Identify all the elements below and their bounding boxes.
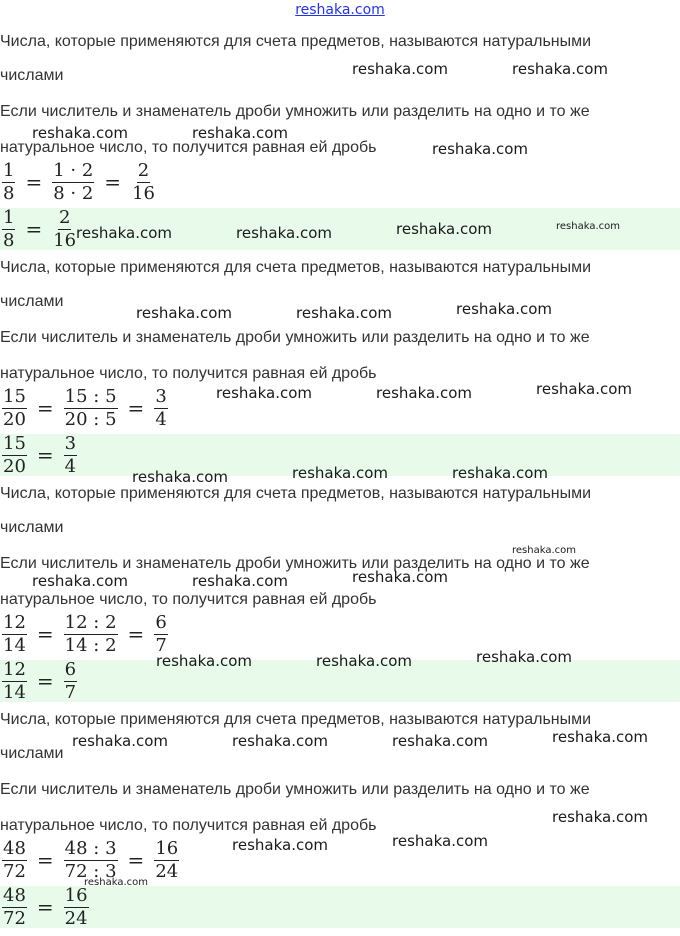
denominator: 7 [64,681,77,702]
watermark: reshaka.com [292,464,388,482]
equals-sign: = [36,895,54,919]
denominator: 7 [155,634,167,656]
definition-text-end: числами [0,67,64,84]
definition-text: Числа, которые применяются для счета предметов, называются натуральными [0,33,592,50]
answer-band [0,886,680,928]
denominator: 4 [64,455,77,476]
denominator: 24 [64,907,88,928]
equation-work [0,835,181,885]
equals-sign: = [104,170,122,194]
numerator: 16 [155,837,179,859]
equation-work [0,383,170,433]
solution-block [0,484,680,710]
watermark: reshaka.com [216,384,312,402]
watermark: reshaka.com [156,652,252,670]
numerator: 15 : 5 [64,385,117,407]
answer-band [0,660,680,702]
numerator: 1 [3,159,15,181]
fraction [52,208,77,250]
fraction [64,660,77,702]
watermark: reshaka.com [232,732,328,750]
watermark: reshaka.com [32,572,128,590]
fraction [131,160,156,205]
rule-text: Если числитель и знаменатель дроби умножить или разделить на одно и то же [0,103,590,120]
solution-block [0,32,680,258]
denominator: 14 [3,634,26,656]
watermark: reshaka.com [456,300,552,318]
fraction [2,160,15,205]
equation-answer [0,434,79,476]
watermark: reshaka.com [352,568,448,586]
equation-work [0,157,158,207]
fraction [2,838,27,883]
watermark: reshaka.com [552,728,648,746]
denominator: 14 [3,681,26,702]
denominator: 16 [132,182,155,204]
definition-text: Числа, которые применяются для счета предметов, называются натуральными [0,485,592,502]
watermark: reshaka.com [316,652,412,670]
solution-block [0,710,680,936]
numerator: 15 [3,434,26,454]
fraction [2,434,27,476]
equals-sign: = [127,848,145,872]
rule-text: Если числитель и знаменатель дроби умножить или разделить на одно и то же [0,329,590,346]
watermark: reshaka.com [536,380,632,398]
answer-band [0,208,680,250]
equals-sign: = [127,396,145,420]
rule-text-end: натуральное число, то получится равная ей дробь [0,817,377,834]
solution-block [0,258,680,484]
fraction [2,660,27,702]
numerator: 2 [137,159,150,181]
numerator: 6 [155,611,167,633]
watermark: reshaka.com [192,572,288,590]
watermark: reshaka.com [32,124,128,142]
rule-text-end: натуральное число, то получится равная ей дробь [0,591,377,608]
watermark: reshaka.com [392,732,488,750]
denominator: 16 [53,229,77,250]
fraction [2,208,15,250]
answer-band [0,434,680,476]
watermark: reshaka.com [452,464,548,482]
denominator: 8 [3,182,15,204]
equals-sign: = [36,848,54,872]
equals-sign: = [36,396,54,420]
numerator: 2 [58,208,71,228]
fraction [52,160,94,205]
site-link[interactable]: reshaka.com [295,2,385,18]
watermark: reshaka.com [76,224,172,242]
numerator: 48 [3,837,26,859]
definition-text-end: числами [0,519,64,536]
watermark: reshaka.com [132,468,228,486]
fraction [154,838,179,883]
numerator: 3 [64,434,77,454]
definition-text-end: числами [0,293,64,310]
watermark: reshaka.com [236,224,332,242]
denominator: 4 [155,408,167,430]
watermark: reshaka.com [476,648,572,666]
numerator: 1 [3,208,15,228]
equals-sign: = [25,170,43,194]
watermark: reshaka.com [396,220,492,238]
denominator: 72 [3,907,26,928]
equation-answer [0,886,91,928]
watermark: reshaka.com [136,304,232,322]
definition-text: Числа, которые применяются для счета предметов, называются натуральными [0,259,592,276]
fraction [64,838,118,883]
watermark: reshaka.com [72,732,168,750]
numerator: 12 : 2 [64,611,117,633]
fraction [2,386,27,431]
equals-sign: = [25,217,43,241]
fraction [154,612,167,657]
watermark: reshaka.com [232,836,328,854]
rule-text: Если числитель и знаменатель дроби умножить или разделить на одно и то же [0,781,590,798]
definition-text: Числа, которые применяются для счета предметов, называются натуральными [0,711,592,728]
fraction [64,612,118,657]
denominator: 20 : 5 [64,408,117,430]
equals-sign: = [36,622,54,646]
fraction [64,434,77,476]
numerator: 12 [3,660,26,680]
watermark: reshaka.com [192,124,288,142]
watermark: reshaka.com [432,140,528,158]
numerator: 48 [3,886,26,906]
watermark: reshaka.com [376,384,472,402]
denominator: 72 : 3 [64,860,117,882]
denominator: 8 · 2 [53,182,94,204]
numerator: 12 [3,611,26,633]
watermark: reshaka.com [556,221,620,232]
equals-sign: = [127,622,145,646]
numerator: 3 [155,385,167,407]
equals-sign: = [36,443,54,467]
fraction [64,386,118,431]
watermark: reshaka.com [512,545,576,556]
denominator: 20 [3,455,26,476]
watermark: reshaka.com [84,877,148,888]
fraction [2,612,27,657]
numerator: 15 [3,385,26,407]
numerator: 6 [64,660,77,680]
rule-text-end: натуральное число, то получится равная ей дробь [0,139,377,156]
numerator: 48 : 3 [64,837,117,859]
rule-text: Если числитель и знаменатель дроби умножить или разделить на одно и то же [0,555,590,572]
equation-answer [0,208,79,250]
equals-sign: = [36,669,54,693]
denominator: 24 [155,860,179,882]
watermark: reshaka.com [352,60,448,78]
numerator: 1 · 2 [53,159,94,181]
denominator: 72 [3,860,26,882]
fraction [154,386,167,431]
equation-answer [0,660,79,702]
denominator: 14 : 2 [64,634,117,656]
fraction [64,886,89,928]
numerator: 16 [64,886,88,906]
watermark: reshaka.com [392,832,488,850]
denominator: 20 [3,408,26,430]
rule-text-end: натуральное число, то получится равная ей дробь [0,365,377,382]
watermark: reshaka.com [552,808,648,826]
denominator: 8 [3,229,15,250]
watermark: reshaka.com [296,304,392,322]
equation-work [0,609,170,659]
definition-text-end: числами [0,745,64,762]
fraction [2,886,27,928]
watermark: reshaka.com [512,60,608,78]
